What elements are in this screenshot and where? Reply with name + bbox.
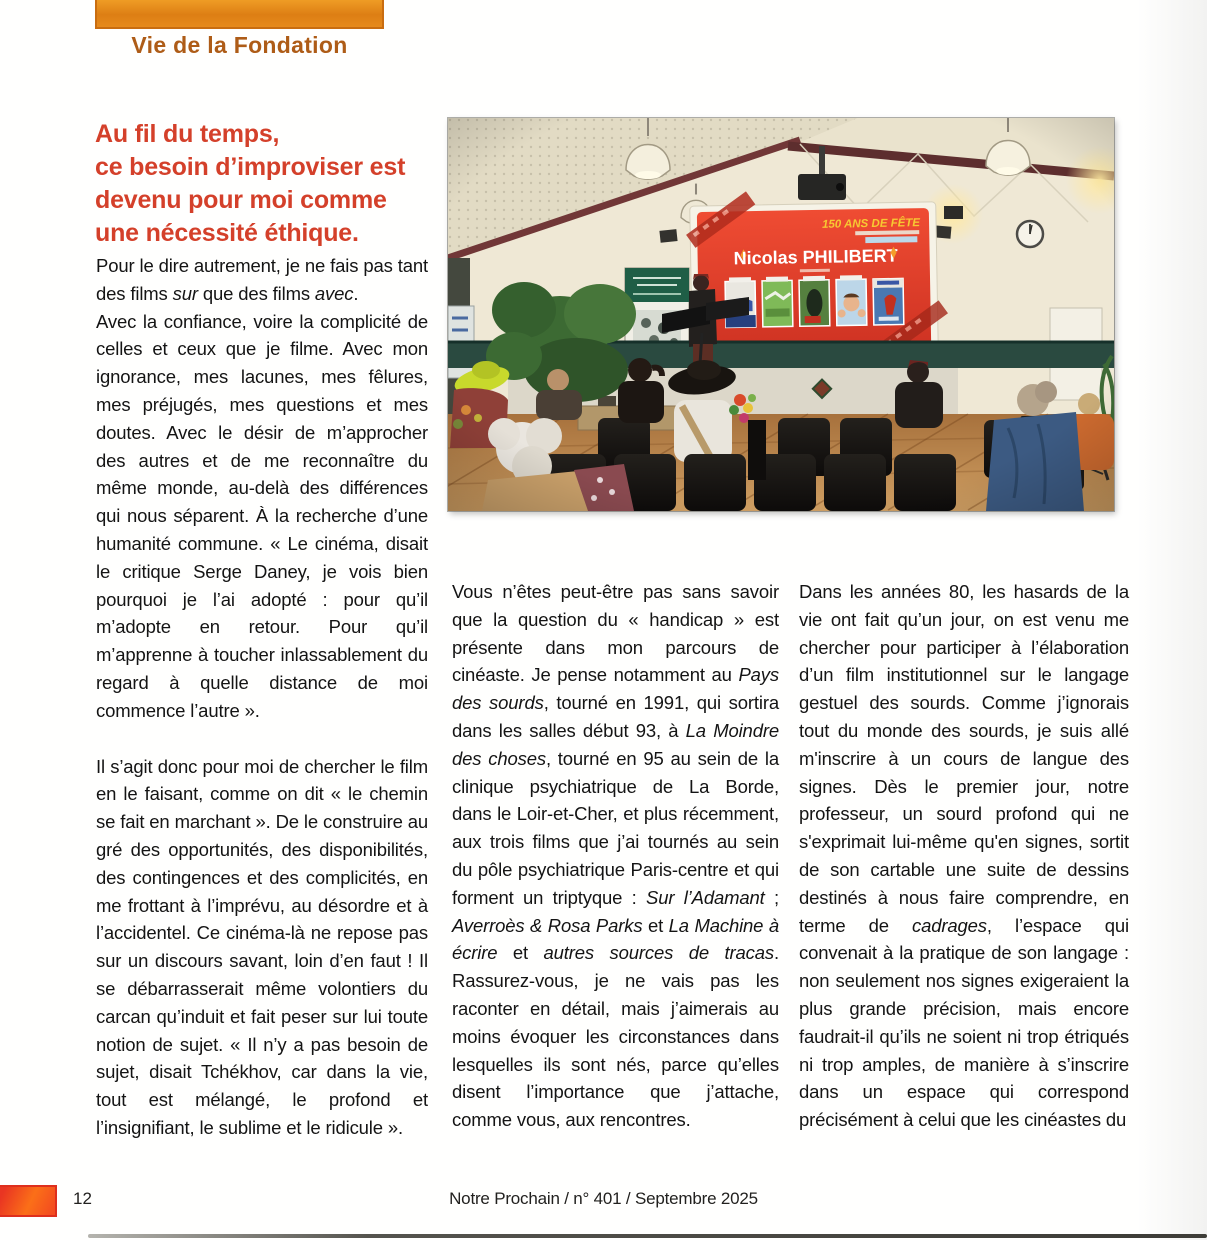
conference-photo-scene [448,118,1114,511]
paragraph: Il s’agit donc pour moi de chercher le film en le faisant, comme on dit « le chemin se fait en marchant ». De le construire au gré des opportunités, des disponibilités, des contingences et des complicités, en me frottant à l’imprévu, au désordre et à l’accidentel. Ce cinéma-là ne repose pas sur un discours savant, loin d’en faut ! Il se débarrasserait même volontiers du carcan qu’induit et fait peser sur lui toute notion de sujet. « Il n’y a pas besoin de sujet, disait Tchékhov, car dans la vie, tout est mélangé, le profond et l’insignifiant, le sublime et le ridicule ». [96,755,429,1138]
photo-vignette [448,118,1114,511]
conference-photo [448,118,1114,511]
pull-quote: Au fil du temps, ce besoin d’improviser est devenu pour moi comme une nécessité éthique. [95,120,406,247]
article-column-3 [799,578,1129,1134]
page-number: 12 [73,1189,92,1208]
journal-footer-line: Notre Prochain / n° 401 / Septembre 2025 [449,1189,758,1208]
paragraph: Dans les années 80, les hasards de la vie ont fait qu’un jour, on est venu me chercher pour participer à l’élaboration d’un film institutionnel sur le langage gestuel des sourds. Comme j’ignorais tout du monde des sourds, je suis allé m'inscrire à un cours de langue des signes. Dès le premier jour, notre professeur, un sourd profond qui ne s'exprimait lui-même qu'en signes, sortit de son cartable une suite de dessins destinés à nous faire comprendre, en terme de cadrages, l’espace qui convenait à la pratique de son langage : non seulement nos signes exigeraient la plus grande précision, mais encore faudrait-il qu’ils ne soient ni trop étriqués ni trop amples, de manière à s’inscrire dans un espace qui correspond précisément à celui que les cinéastes du [799,581,1129,1131]
section-tab-bar [95,0,384,29]
paragraph: Vous n’êtes peut-être pas sans savoir que la question du « handicap » est présente dans mon parcours de cinéaste. Je pense notamment au Pays des sourds, tourné en 1991, qui sortira dans les salles début 93, à La Moindre des choses, tourné en 95 au sein de la clinique psychiatrique de La Borde, dans le Loir-et-Cher, et plus récemment, aux trois films que j’ai tournés au sein du pôle psychiatrique Paris-centre et qui forment un triptyque : Sur l’Adamant ; Averroès & Rosa Parks et La Machine à écrire et autres sources de tracas. Rassurez-vous, je ne vais pas les raconter en détail, mais j’aimerais au moins évoquer les circonstances dans lesquelles ils sont nés, parce qu’elles disent l’importance que j’attache, comme vous, aux rencontres. [452,581,780,1131]
paragraph: Pour le dire autrement, je ne fais pas tant des films sur que des films avec. [96,255,428,304]
section-title: Vie de la Fondation [131,32,348,58]
paragraph: Avec la confiance, voire la complicité de celles et ceux que je filme. Avec mon ignorance, mes lacunes, mes fêlures, mes préjugés, mes questions et mes doutes. Avec le désir de m’approcher des autres et de me reconnaître du même monde, au-delà des différences qui nous séparent. À la recherche d’une humanité commune. « Le cinéma, disait le critique Serge Daney, je vois bien pourquoi je l’ai adopté : pour qu’il m’adopte en retour. Pour qu’il m’apprenne à toucher inlassablement du regard à quelle distance de moi commence l’autre ». [96,310,428,721]
article-column-2 [452,578,779,1134]
page-bottom-rule [88,1234,1207,1238]
article-column-1 [96,252,428,1142]
